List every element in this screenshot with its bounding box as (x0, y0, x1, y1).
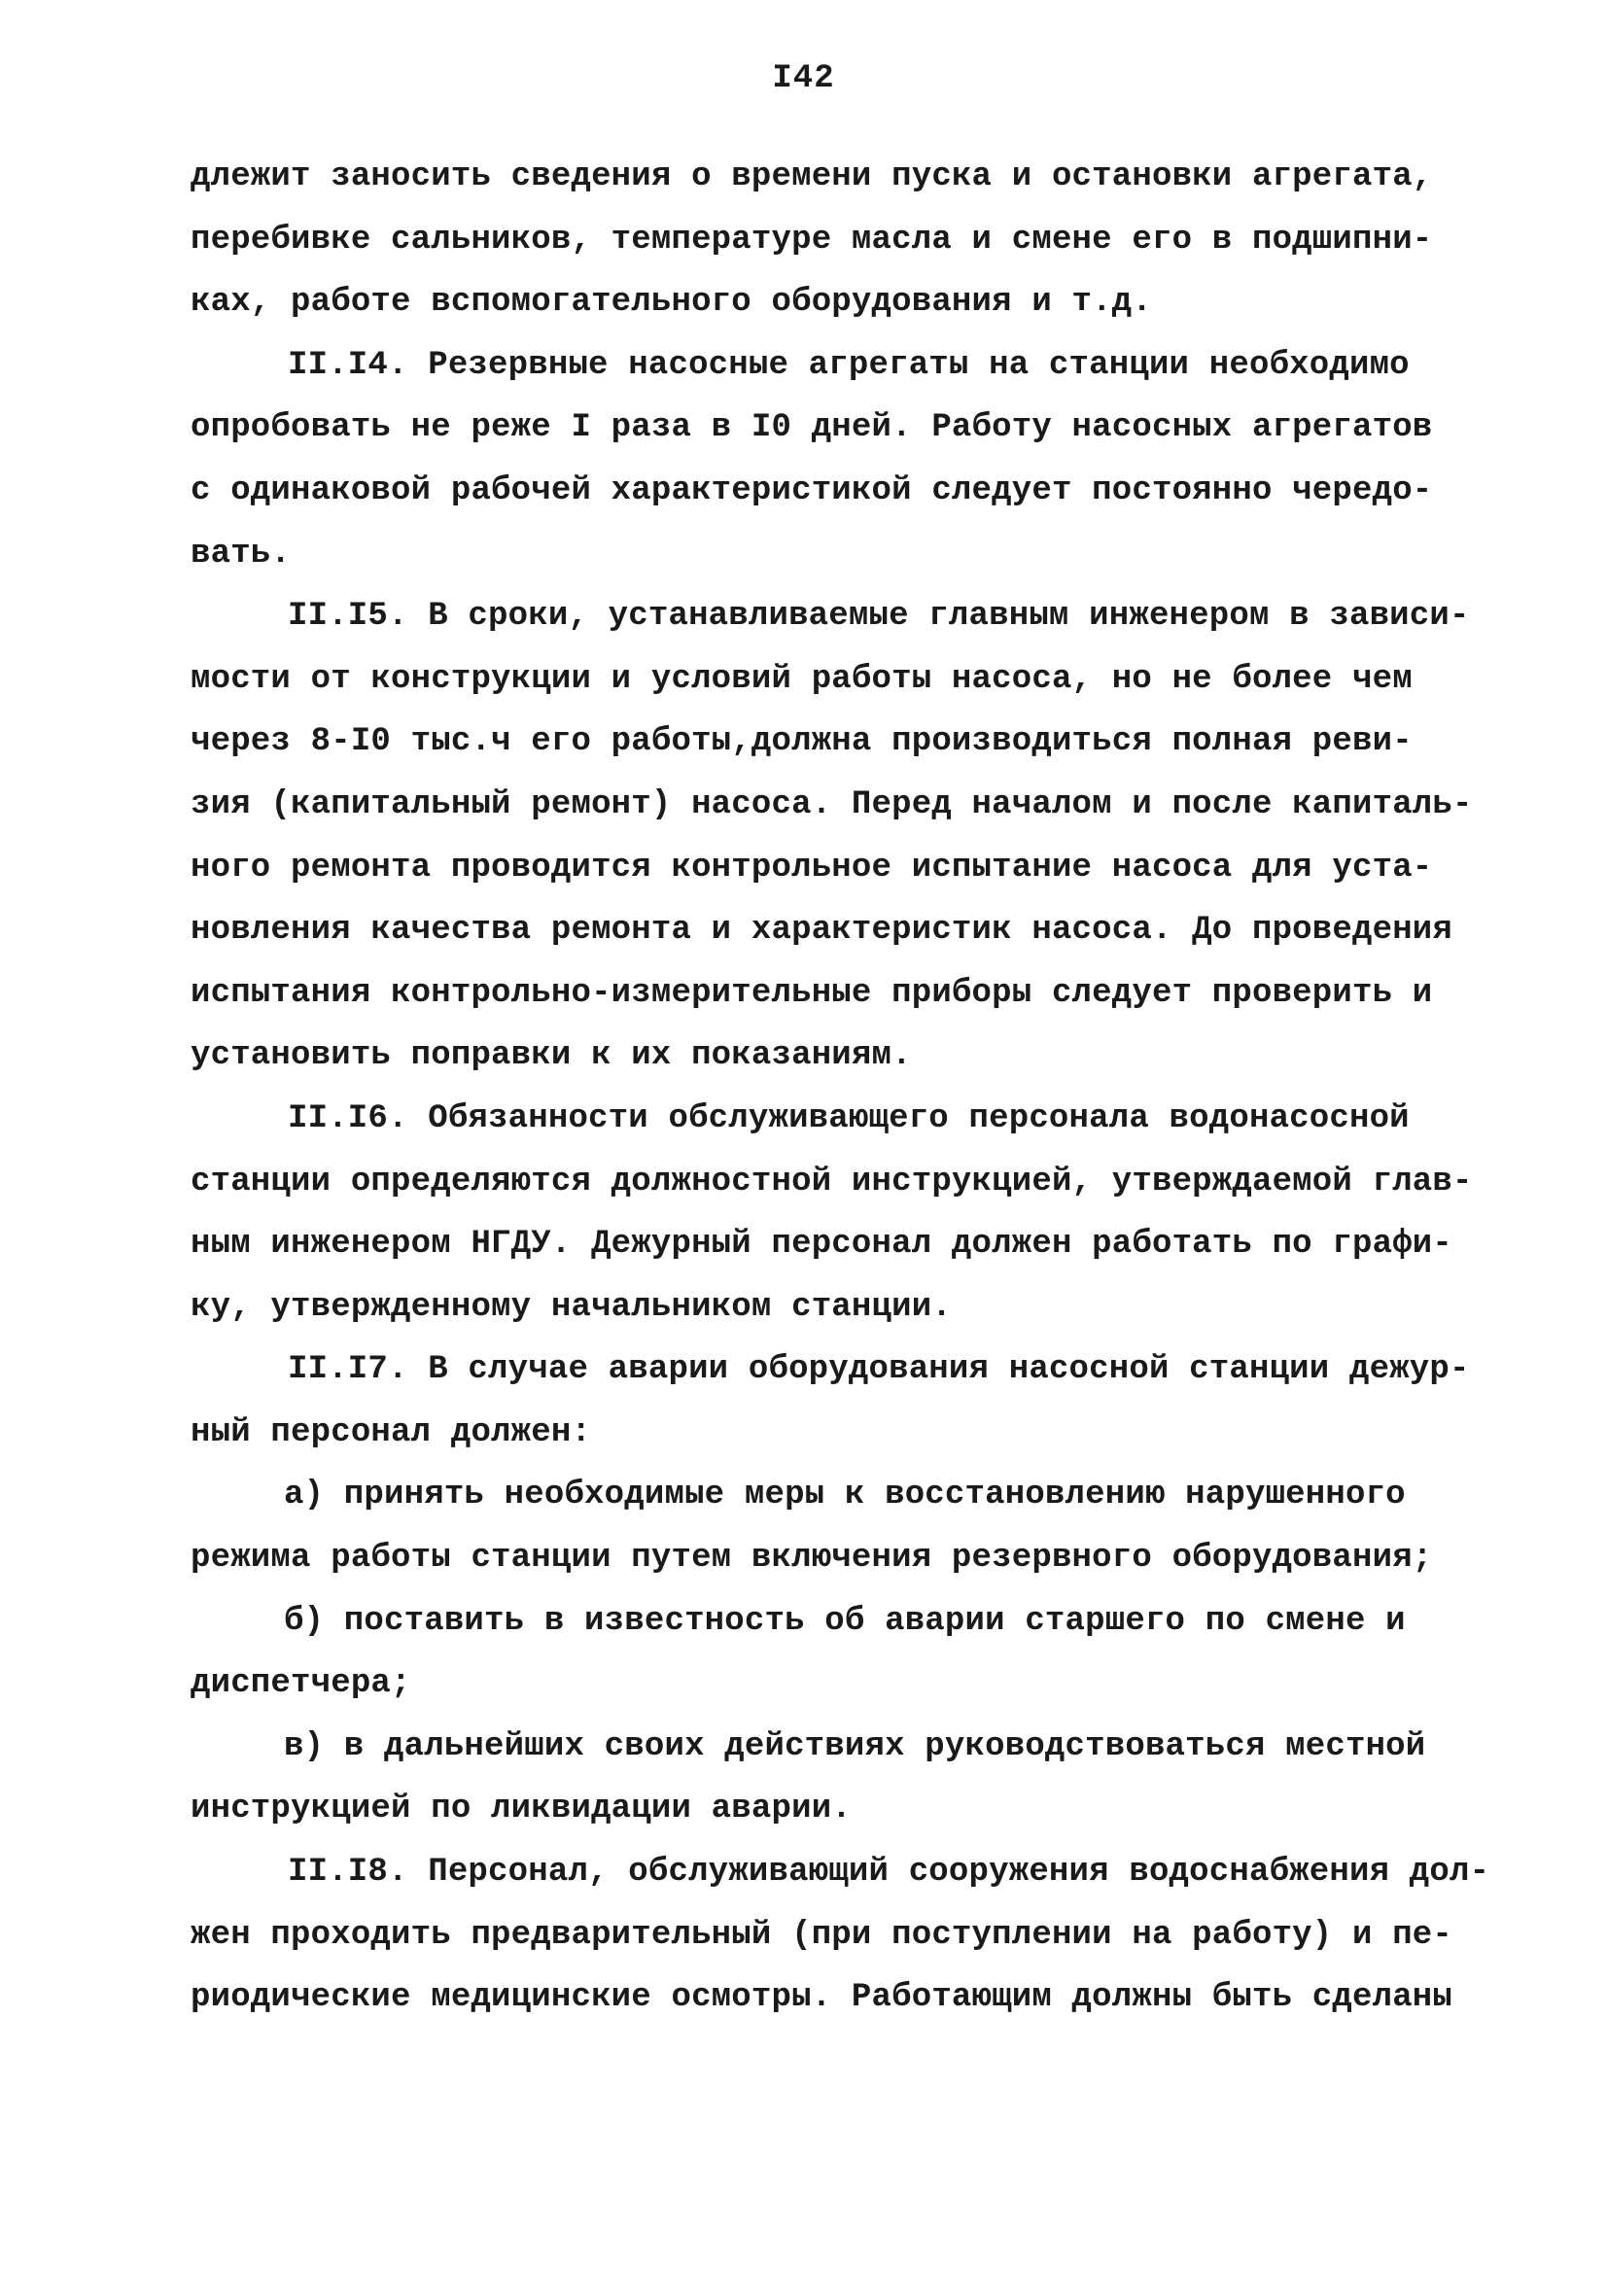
paragraph-start-11-14: II.I4. Резервные насосные агрегаты на станции необходимо (288, 346, 1410, 384)
text-line: с одинаковой рабочей характеристикой следует постоянно чередо- (191, 471, 1433, 509)
text-line: длежит заносить сведения о времени пуска и остановки агрегата, (191, 158, 1433, 195)
text-line: ный персонал должен: (191, 1413, 592, 1451)
list-item-b: б) поставить в известность об аварии старшего по смене и (284, 1602, 1406, 1640)
body-text (191, 146, 1490, 2030)
text-line: через 8-I0 тыс.ч его работы,должна производиться полная реви- (191, 723, 1413, 761)
text-line: испытания контрольно-измерительные приборы следует проверить и (191, 974, 1433, 1012)
text-line: зия (капитальный ремонт) насоса. Перед началом и после капиталь- (191, 785, 1473, 823)
text-line: мости от конструкции и условий работы насоса, но не более чем (191, 660, 1413, 698)
text-line: станции определяются должностной инструкцией, утверждаемой глав- (191, 1163, 1473, 1200)
text-line: перебивке сальников, температуре масла и смене его в подшипни- (191, 221, 1433, 259)
paragraph-start-11-18: II.I8. Персонал, обслуживающий сооружения водоснабжения дол- (288, 1854, 1490, 1892)
text-line: новления качества ремонта и характеристик насоса. До проведения (191, 912, 1453, 950)
list-item-a: а) принять необходимые меры к восстановлению нарушенного (284, 1477, 1406, 1514)
text-line: жен проходить предварительный (при поступлении на работу) и пе- (191, 1916, 1453, 1954)
text-line: ного ремонта проводится контрольное испытание насоса для уста- (191, 849, 1433, 887)
text-line: установить поправки к их показаниям. (191, 1037, 912, 1075)
paragraph-start-11-15: II.I5. В сроки, устанавливаемые главным инженером в зависи- (288, 598, 1470, 636)
text-line: диспетчера; (191, 1665, 411, 1703)
text-line: вать. (191, 535, 292, 573)
text-line: опробовать не реже I раза в I0 дней. Работу насосных агрегатов (191, 409, 1433, 447)
paragraph-start-11-16: II.I6. Обязанности обслуживающего персонала водонасосной (288, 1099, 1410, 1137)
text-line: ным инженером НГДУ. Дежурный персонал должен работать по графи- (191, 1226, 1453, 1264)
list-item-v: в) в дальнейших своих действиях руководствоваться местной (284, 1727, 1426, 1765)
text-line: ку, утвержденному начальником станции. (191, 1288, 952, 1326)
paragraph-start-11-17: II.I7. В случае аварии оборудования насосной станции дежур- (288, 1351, 1470, 1389)
text-line: режима работы станции путем включения резервного оборудования; (191, 1540, 1433, 1578)
text-line: инструкцией по ликвидации аварии. (191, 1791, 852, 1828)
page-number: I42 (772, 60, 835, 97)
text-line: ках, работе вспомогательного оборудования и т.д. (191, 284, 1152, 322)
text-line: риодические медицинские осмотры. Работающим должны быть сделаны (191, 1979, 1453, 2017)
